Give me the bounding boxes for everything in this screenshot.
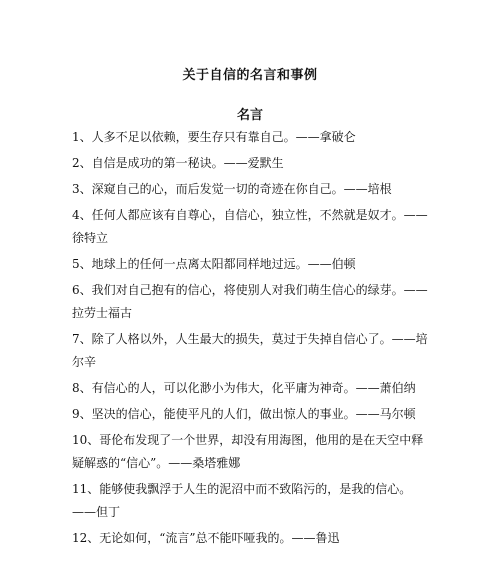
quote-item: 12、无论如何，“流言”总不能吓哑我的。——鲁迅 — [72, 531, 340, 545]
quote-item: 10、哥伦布发现了一个世界，却没有用海图，他用的是在天空中释疑解惑的“信心”。——桑塔雅娜 — [72, 433, 424, 470]
quote-item: 11、能够使我飘浮于人生的泥沼中而不致陷污的，是我的信心。——但丁 — [72, 482, 412, 519]
quote-item: 3、深窥自己的心，而后发觉一切的奇迹在你自己。——培根 — [72, 182, 392, 196]
quote-item: 6、我们对自己抱有的信心，将使别人对我们萌生信心的绿芽。——拉劳士福古 — [72, 283, 428, 320]
quote-item: 2、自信是成功的第一秘诀。——爱默生 — [72, 156, 284, 170]
quote-item: 4、任何人都应该有自尊心，自信心，独立性，不然就是奴才。——徐特立 — [72, 208, 428, 245]
document-title: 关于自信的名言和事例 — [182, 68, 318, 83]
section-heading: 名言 — [236, 108, 263, 123]
quote-list — [72, 126, 428, 553]
quote-item: 8、有信心的人，可以化渺小为伟大，化平庸为神奇。——萧伯纳 — [72, 381, 416, 395]
quote-item: 1、人多不足以依赖，要生存只有靠自己。——拿破仑 — [72, 130, 356, 144]
quote-item: 5、地球上的任何一点离太阳都同样地过远。——伯顿 — [72, 257, 356, 271]
quote-item: 7、除了人格以外，人生最大的损失，莫过于失掉自信心了。——培尔辛 — [72, 332, 428, 369]
quote-item: 9、坚决的信心，能使平凡的人们，做出惊人的事业。——马尔顿 — [72, 407, 416, 421]
